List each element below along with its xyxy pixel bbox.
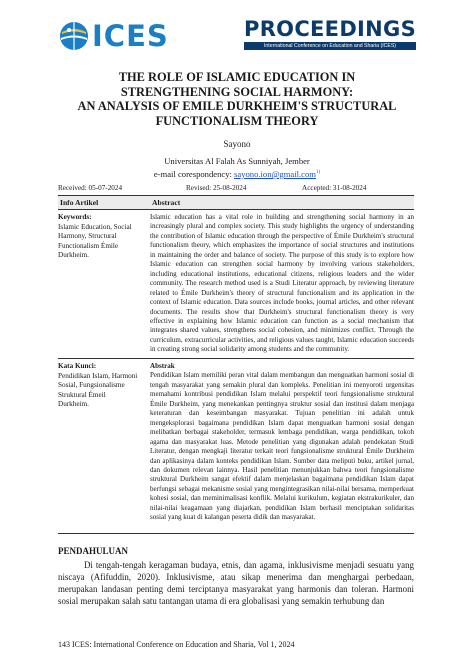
kata-kunci-block [58, 362, 144, 410]
proceedings-title: PROCEEDINGS [244, 17, 416, 41]
section-heading: PENDAHULUAN [58, 546, 129, 556]
keywords-line: Islamic Education, Social [58, 222, 132, 231]
abstrak-block [150, 362, 414, 523]
abstrak-label: Abstrak [150, 362, 175, 370]
abstract-header-label: Abstract [152, 198, 181, 207]
abstract-english: Islamic education has a vital role in building and strengthening social harmony in an increasingly plural and complex society. This study highlights the urgency of understanding the contribution of Islamic education through the perspective of Émile Durkheim's structural functionalism theory, which emphasizes the importance of social structures and institutions in maintaining the order and balance of society. The purpose of this study is to explore how Islamic education can strengthen social harmony by involving various stakeholders, including educational institutions, educational citizens, religious leaders and the wider community. The research method used is a Studi Literatur approach, by reviewing literature related to Émile Durkheim's theory of structural functionalism and its application in the context of Islamic education. Data sources include books, journal articles, and other relevant documents. The results show that Durkheim's structural functionalism theory is very effective in explaining how Islamic education can function as a social mechanism that integrates shared values, strengthens social cohesion, and minimizes conflict. Through the curriculum, extracurricular activities, and religious values taught, Islamic education succeeds in creating strong social solidarity among students and the community. [150, 213, 414, 354]
title-line: FUNCTIONALISM THEORY [155, 113, 319, 128]
page-footer: 143 ICES: International Conference on Education and Sharia, Vol 1, 2024 [58, 640, 295, 649]
divider [58, 533, 414, 534]
received-date: Received: 05-07-2024 [58, 184, 123, 192]
intro-text: Di tengah-tengah keragaman budaya, etnis, dan agama, inklusivisme menjadi sesuatu yang niscaya (Afifuddin, 2020). Inklusivisme, atau sikap menerima dan menghargai perbedaan, merupakan landasan penting demi terciptanya masyarakat yang harmonis dan toleran. Harmoni sosial merupakan salah satu tantangan utama di era globalisasi yang semakin terhubung dan [58, 560, 414, 607]
paper-title [40, 70, 434, 128]
accepted-date: Accepted: 31-08-2024 [302, 184, 367, 192]
author-name: Sayono [223, 139, 251, 149]
abstrak-indonesian: Pendidikan Islam memiliki peran vital dalam membangun dan menguatkan harmoni sosial di tengah masyarakat yang semakin plural dan kompleks. Penelitian ini menyoroti urgensitas memahami kontribusi pendidikan Islam melalui perspektif teori fungsionalisme struktural Émile Durkheim, yang menekankan pentingnya struktur sosial dan institusi dalam menjaga keteraturan dan keseimbangan masyarakat. Tujuan penelitian ini adalah untuk mengeksplorasi bagaimana pendidikan Islam dapat menguatkan harmoni sosial dengan melibatkan berbagai stakeholder, termasuk lembaga pendidikan, warga pendidikan, tokoh agama dan masyarakat luas. Metode penelitian yang digunakan adalah pendekatan Studi Literatur, dengan mengkaji literatur terkait teori fungsionalisme struktural Émile Durkheim dan aplikasinya dalam konteks pendidikan Islam. Sumber data meliputi buku, artikel jurnal, dan dokumen relevan lainnya. Hasil penelitian menunjukkan bahwa teori fungsionalisme struktural Durkheim sangat efektif dalam menjelaskan bagaimana pendidikan Islam dapat berfungsi sebagai mekanisme sosial yang mengintegrasikan nilai-nilai bersama, memperkuat kohesi sosial, dan meminimalisasi konflik. Melalui kurikulum, kegiatan ekstrakurikuler, dan nilai-nilai keagamaan yang diajarkan, pendidikan Islam berhasil menciptakan solidaritas sosial yang kuat di kalangan peserta didik dan masyarakat. [150, 371, 414, 522]
kata-kunci-line: Struktural Émeil [58, 390, 106, 399]
globe-logo-icon [58, 20, 90, 52]
kata-kunci-line: Pendidikan Islam, Harmoni [58, 371, 138, 380]
email-link[interactable]: sayono.ion@gmail.com [234, 168, 316, 179]
keywords-line: Functionalism Émile [58, 241, 119, 250]
title-line: STRENGTHENING SOCIAL HARMONY: [120, 84, 354, 99]
keywords-line: Durkheim. [58, 251, 89, 260]
keywords-line: Harmony, Structural [58, 232, 117, 241]
logo-text: ICES [92, 19, 169, 53]
keywords-label: Keywords: [58, 213, 92, 221]
author-block [40, 139, 434, 180]
author-email-line [40, 167, 434, 180]
kata-kunci-label: Kata Kunci: [58, 362, 97, 370]
keywords-block [58, 213, 144, 261]
kata-kunci-line: Durkheim. [58, 400, 89, 409]
info-table-header [58, 196, 414, 209]
email-label: e-mail corespondency: [153, 168, 232, 179]
divider [58, 209, 414, 210]
revised-date: Revised: 25-08-2024 [186, 184, 247, 192]
title-line: THE ROLE OF ISLAMIC EDUCATION IN [118, 70, 356, 84]
info-artikel-label: Info Artikel [60, 198, 99, 207]
intro-paragraph [58, 559, 414, 607]
author-affiliation: Universitas Al Falah As Sunniyah, Jember [164, 155, 310, 166]
proceedings-subtitle: International Conference on Education and Sharia (ICES) [244, 42, 416, 50]
proceedings-banner [244, 17, 416, 50]
title-line: AN ANALYSIS OF EMILE DURKHEIM'S STRUCTURAL [77, 99, 397, 113]
divider [58, 358, 414, 359]
ices-logo [58, 18, 169, 56]
email-footnote-mark: 1) [315, 170, 321, 175]
kata-kunci-line: Sosial, Fungsionalisme [58, 381, 125, 390]
